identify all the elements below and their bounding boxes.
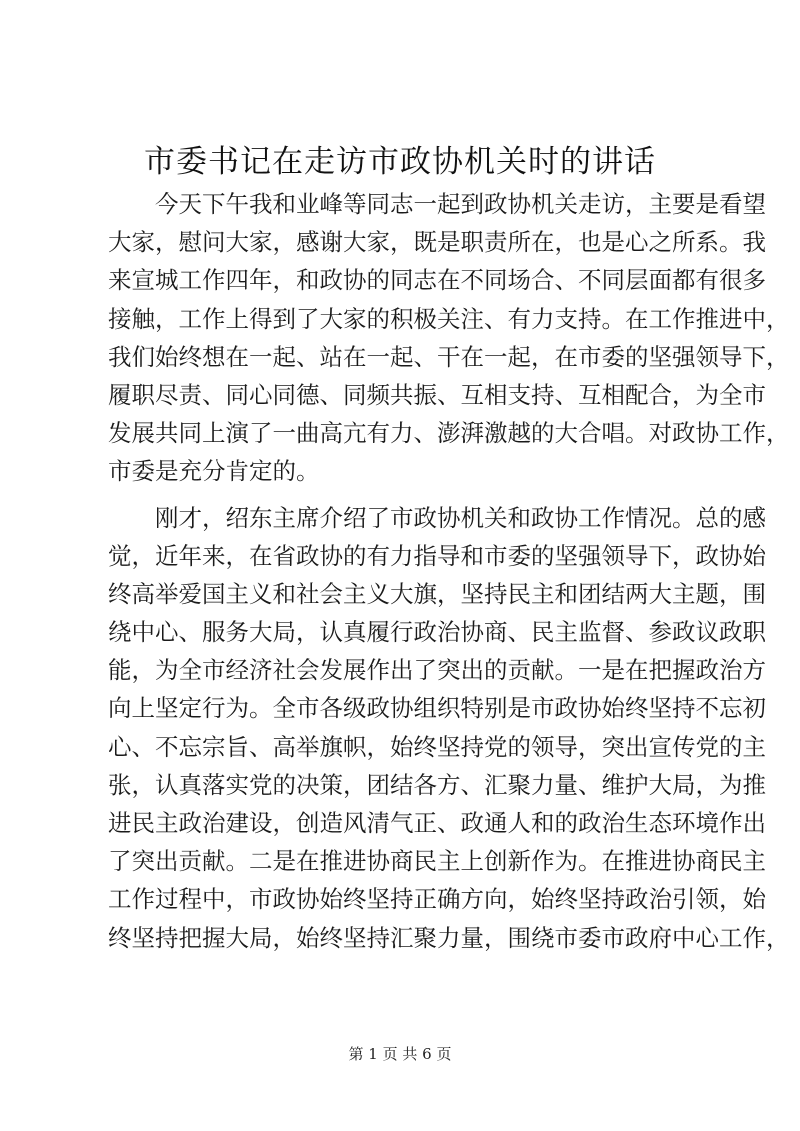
text-line: 终坚持把握大局，始终坚持汇聚力量，围绕市委市政府中心工作， — [108, 923, 790, 952]
document-body — [108, 185, 790, 957]
text-line: 发展共同上演了一曲高亢有力、澎湃激越的大合唱。对政协工作， — [108, 419, 790, 448]
text-line: 来宣城工作四年，和政协的同志在不同场合、不同层面都有很多 — [108, 266, 766, 295]
text-line: 张，认真落实党的决策，团结各方、汇聚力量、维护大局，为推 — [108, 770, 766, 799]
text-line: 大家，慰问大家，感谢大家，既是职责所在，也是心之所系。我 — [108, 228, 766, 257]
text-line: 能，为全市经济社会发展作出了突出的贡献。一是在把握政治方 — [108, 656, 766, 685]
text-line: 终高举爱国主义和社会主义大旗，坚持民主和团结两大主题，围 — [108, 579, 766, 608]
text-line: 了突出贡献。二是在推进协商民主上创新作为。在推进协商民主 — [108, 847, 766, 876]
text-line: 接触，工作上得到了大家的积极关注、有力支持。在工作推进中， — [108, 304, 790, 333]
text-line: 今天下午我和业峰等同志一起到政协机关走访，主要是看望 — [155, 190, 766, 218]
text-line: 我们始终想在一起、站在一起、干在一起，在市委的坚强领导下， — [108, 342, 790, 371]
paragraph-1 — [108, 185, 790, 491]
text-line: 工作过程中，市政协始终坚持正确方向，始终坚持政治引领，始 — [108, 885, 766, 914]
text-line: 向上坚定行为。全市各级政协组织特别是市政协始终坚持不忘初 — [108, 694, 766, 723]
page-number: 第 1 页 共 6 页 — [348, 1045, 452, 1063]
paragraph-gap — [108, 491, 698, 499]
text-line: 市委是充分肯定的。 — [108, 457, 320, 486]
text-line: 进民主政治建设，创造风清气正、政通人和的政治生态环境作出 — [108, 809, 766, 837]
page-footer — [0, 1044, 800, 1064]
text-line: 履职尽责、同心同德、同频共振、互相支持、互相配合，为全市 — [108, 380, 766, 409]
paragraph-2 — [108, 499, 790, 957]
text-line: 绕中心、服务大局，认真履行政治协商、民主监督、参政议政职 — [108, 618, 766, 647]
text-line: 觉，近年来，在省政协的有力指导和市委的坚强领导下，政协始 — [108, 541, 766, 570]
document-title: 市委书记在走访市政协机关时的讲话 — [144, 144, 656, 180]
text-line: 心、不忘宗旨、高举旗帜，始终坚持党的领导，突出宣传党的主 — [108, 732, 766, 761]
text-line: 刚才，绍东主席介绍了市政协机关和政协工作情况。总的感 — [155, 503, 766, 532]
